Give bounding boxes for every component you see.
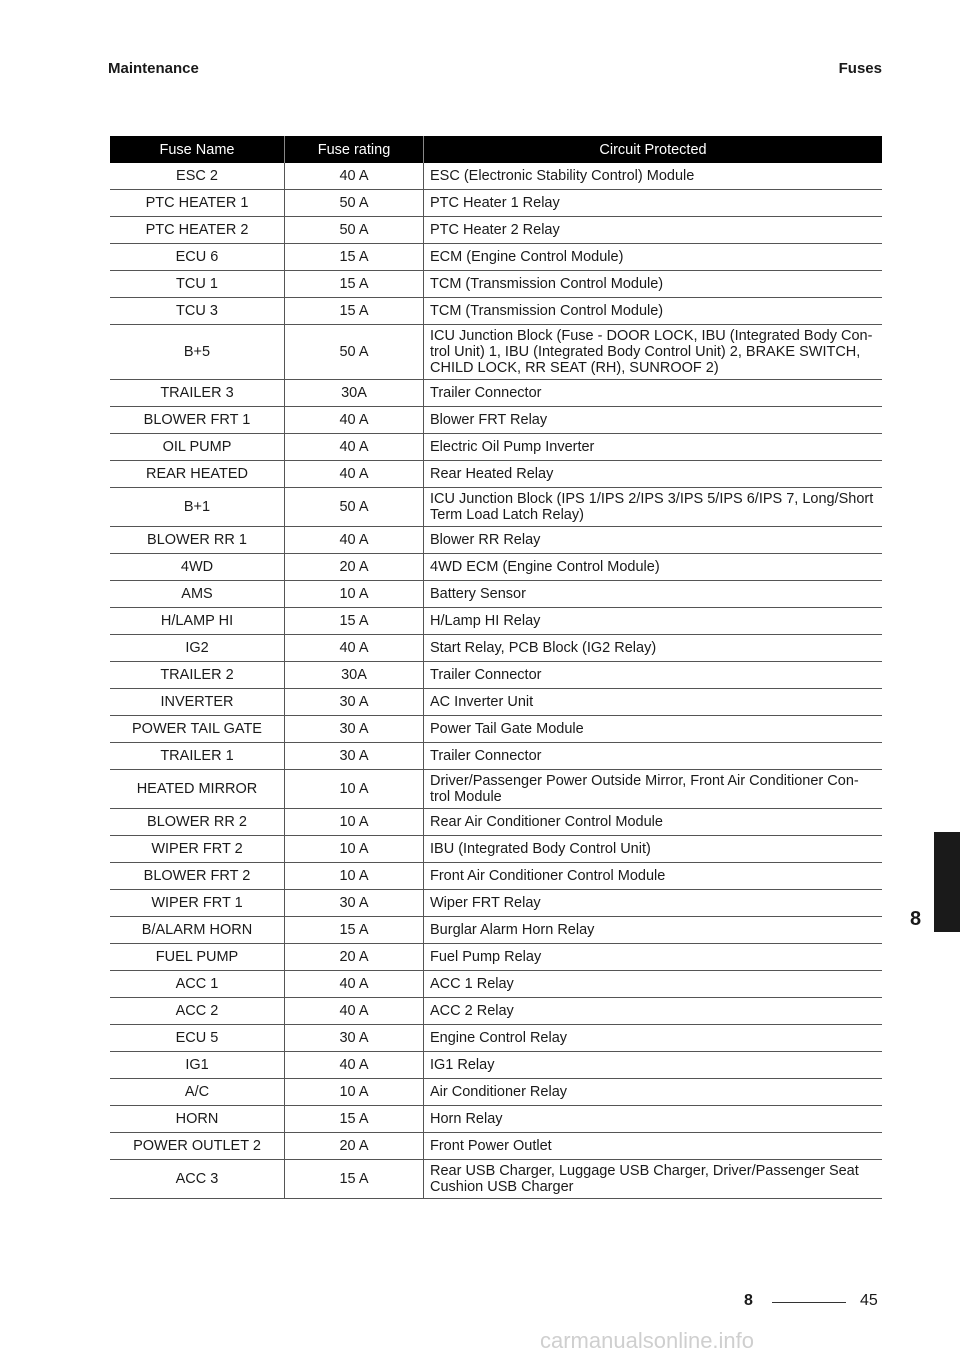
fuse-name-cell: TCU 1 [110, 271, 285, 298]
table-row [110, 1160, 882, 1199]
fuse-name-cell: ESC 2 [110, 163, 285, 190]
fuse-name-cell: AMS [110, 581, 285, 608]
footer-chapter-number: 8 [744, 1292, 753, 1309]
table-row [110, 380, 882, 407]
fuse-rating-cell: 30 A [285, 716, 424, 743]
circuit-protected-cell: Trailer Connector [424, 380, 883, 407]
fuse-name-cell: B+5 [110, 325, 285, 380]
fuse-rating-cell: 10 A [285, 1079, 424, 1106]
table-row [110, 770, 882, 809]
header-section: Maintenance [108, 60, 199, 77]
circuit-protected-cell: IG1 Relay [424, 1052, 883, 1079]
table-row [110, 217, 882, 244]
circuit-protected-cell: Front Power Outlet [424, 1133, 883, 1160]
table-row [110, 998, 882, 1025]
fuse-rating-cell: 15 A [285, 1106, 424, 1133]
circuit-protected-cell: PTC Heater 2 Relay [424, 217, 883, 244]
fuse-rating-cell: 50 A [285, 217, 424, 244]
fuse-rating-cell: 40 A [285, 527, 424, 554]
table-row [110, 163, 882, 190]
header-topic: Fuses [838, 60, 882, 77]
table-row [110, 581, 882, 608]
circuit-protected-cell: Trailer Connector [424, 662, 883, 689]
circuit-protected-cell: Engine Control Relay [424, 1025, 883, 1052]
table-row [110, 298, 882, 325]
table-row [110, 716, 882, 743]
fuse-rating-cell: 30 A [285, 743, 424, 770]
table-row [110, 488, 882, 527]
fuse-rating-cell: 15 A [285, 917, 424, 944]
fuse-rating-cell: 20 A [285, 944, 424, 971]
table-row [110, 635, 882, 662]
table-row [110, 190, 882, 217]
circuit-protected-cell: Blower FRT Relay [424, 407, 883, 434]
fuse-name-cell: HORN [110, 1106, 285, 1133]
circuit-protected-cell: Burglar Alarm Horn Relay [424, 917, 883, 944]
table-row [110, 809, 882, 836]
circuit-protected-cell: ICU Junction Block (IPS 1/IPS 2/IPS 3/IPS 5/IPS 6/IPS 7, Long/Short Term Load Latch Relay) [424, 488, 883, 527]
fuse-name-cell: ACC 1 [110, 971, 285, 998]
fuse-rating-cell: 15 A [285, 298, 424, 325]
circuit-protected-cell: Horn Relay [424, 1106, 883, 1133]
circuit-protected-cell: Air Conditioner Relay [424, 1079, 883, 1106]
fuse-name-cell: B+1 [110, 488, 285, 527]
fuse-rating-cell: 30 A [285, 890, 424, 917]
table-row [110, 944, 882, 971]
circuit-protected-cell: ACC 2 Relay [424, 998, 883, 1025]
circuit-protected-cell: Blower RR Relay [424, 527, 883, 554]
side-tab-chapter-number: 8 [910, 908, 922, 930]
fuse-rating-cell: 50 A [285, 488, 424, 527]
fuse-rating-cell: 40 A [285, 998, 424, 1025]
fuse-name-cell: TRAILER 1 [110, 743, 285, 770]
fuse-name-cell: ACC 2 [110, 998, 285, 1025]
circuit-protected-cell: Rear Heated Relay [424, 461, 883, 488]
circuit-protected-cell: ESC (Electronic Stability Control) Module [424, 163, 883, 190]
fuse-rating-cell: 20 A [285, 554, 424, 581]
circuit-protected-cell: ACC 1 Relay [424, 971, 883, 998]
fuse-name-cell: HEATED MIRROR [110, 770, 285, 809]
column-header-fuse-name: Fuse Name [110, 136, 285, 163]
fuse-rating-cell: 30A [285, 380, 424, 407]
fuse-name-cell: H/LAMP HI [110, 608, 285, 635]
fuse-name-cell: B/ALARM HORN [110, 917, 285, 944]
fuse-name-cell: IG2 [110, 635, 285, 662]
table-row [110, 743, 882, 770]
table-row [110, 1025, 882, 1052]
fuse-rating-cell: 20 A [285, 1133, 424, 1160]
circuit-protected-cell: Trailer Connector [424, 743, 883, 770]
table-row [110, 1079, 882, 1106]
fuse-rating-cell: 50 A [285, 190, 424, 217]
table-row [110, 407, 882, 434]
table-row [110, 836, 882, 863]
table-row [110, 863, 882, 890]
fuse-name-cell: WIPER FRT 2 [110, 836, 285, 863]
fuse-rating-cell: 40 A [285, 434, 424, 461]
circuit-protected-cell: TCM (Transmission Control Module) [424, 271, 883, 298]
fuse-name-cell: ECU 5 [110, 1025, 285, 1052]
table-row [110, 244, 882, 271]
column-header-fuse-rating: Fuse rating [285, 136, 424, 163]
circuit-protected-cell: Rear USB Charger, Luggage USB Charger, Driver/Passenger Seat Cushion USB Charger [424, 1160, 883, 1199]
table-row [110, 1106, 882, 1133]
circuit-protected-cell: Power Tail Gate Module [424, 716, 883, 743]
table-row [110, 434, 882, 461]
footer-page-number: 45 [860, 1292, 878, 1309]
fuse-rating-cell: 40 A [285, 461, 424, 488]
fuse-name-cell: 4WD [110, 554, 285, 581]
fuse-name-cell: TRAILER 3 [110, 380, 285, 407]
fuse-rating-cell: 15 A [285, 271, 424, 298]
fuse-name-cell: PTC HEATER 2 [110, 217, 285, 244]
circuit-protected-cell: 4WD ECM (Engine Control Module) [424, 554, 883, 581]
circuit-protected-cell: Front Air Conditioner Control Module [424, 863, 883, 890]
watermark: carmanualsonline.info [540, 1328, 755, 1353]
fuse-name-cell: INVERTER [110, 689, 285, 716]
table-row [110, 971, 882, 998]
fuse-rating-cell: 30 A [285, 689, 424, 716]
fuse-rating-cell: 10 A [285, 863, 424, 890]
fuse-rating-cell: 15 A [285, 1160, 424, 1199]
fuse-name-cell: OIL PUMP [110, 434, 285, 461]
fuse-name-cell: BLOWER FRT 1 [110, 407, 285, 434]
circuit-protected-cell: H/Lamp HI Relay [424, 608, 883, 635]
fuse-rating-cell: 40 A [285, 635, 424, 662]
table-row [110, 1052, 882, 1079]
fuse-rating-cell: 30 A [285, 1025, 424, 1052]
table-row [110, 662, 882, 689]
chapter-side-tab [934, 832, 960, 932]
table-row [110, 527, 882, 554]
fuse-rating-cell: 30A [285, 662, 424, 689]
circuit-protected-cell: Electric Oil Pump Inverter [424, 434, 883, 461]
table-row [110, 325, 882, 380]
fuse-name-cell: TCU 3 [110, 298, 285, 325]
table-header-row [110, 136, 882, 163]
fuse-rating-cell: 50 A [285, 325, 424, 380]
fuse-rating-cell: 40 A [285, 1052, 424, 1079]
fuse-rating-cell: 10 A [285, 770, 424, 809]
fuse-name-cell: BLOWER RR 2 [110, 809, 285, 836]
table-row [110, 554, 882, 581]
table-row [110, 608, 882, 635]
fuse-table [110, 136, 882, 1199]
circuit-protected-cell: IBU (Integrated Body Control Unit) [424, 836, 883, 863]
circuit-protected-cell: ICU Junction Block (Fuse - DOOR LOCK, IBU (Integrated Body Con-trol Unit) 1, IBU (Integrated Body Control Unit) 2, BRAKE SWITCH, CHILD LOCK, RR SEAT (RH), SUNROOF 2) [424, 325, 883, 380]
fuse-table-body [110, 163, 882, 1199]
table-row [110, 271, 882, 298]
fuse-name-cell: POWER TAIL GATE [110, 716, 285, 743]
circuit-protected-cell: AC Inverter Unit [424, 689, 883, 716]
fuse-name-cell: BLOWER FRT 2 [110, 863, 285, 890]
fuse-name-cell: POWER OUTLET 2 [110, 1133, 285, 1160]
fuse-rating-cell: 10 A [285, 836, 424, 863]
circuit-protected-cell: TCM (Transmission Control Module) [424, 298, 883, 325]
fuse-name-cell: FUEL PUMP [110, 944, 285, 971]
fuse-name-cell: IG1 [110, 1052, 285, 1079]
fuse-name-cell: ACC 3 [110, 1160, 285, 1199]
table-row [110, 1133, 882, 1160]
circuit-protected-cell: Start Relay, PCB Block (IG2 Relay) [424, 635, 883, 662]
fuse-name-cell: REAR HEATED [110, 461, 285, 488]
fuse-rating-cell: 40 A [285, 407, 424, 434]
circuit-protected-cell: Driver/Passenger Power Outside Mirror, Front Air Conditioner Con-trol Module [424, 770, 883, 809]
table-row [110, 917, 882, 944]
fuse-rating-cell: 10 A [285, 809, 424, 836]
fuse-name-cell: PTC HEATER 1 [110, 190, 285, 217]
table-row [110, 689, 882, 716]
fuse-name-cell: TRAILER 2 [110, 662, 285, 689]
fuse-name-cell: WIPER FRT 1 [110, 890, 285, 917]
fuse-rating-cell: 10 A [285, 581, 424, 608]
circuit-protected-cell: Fuel Pump Relay [424, 944, 883, 971]
fuse-rating-cell: 40 A [285, 163, 424, 190]
circuit-protected-cell: PTC Heater 1 Relay [424, 190, 883, 217]
circuit-protected-cell: Rear Air Conditioner Control Module [424, 809, 883, 836]
table-row [110, 890, 882, 917]
footer-divider [772, 1302, 846, 1303]
fuse-name-cell: A/C [110, 1079, 285, 1106]
fuse-name-cell: BLOWER RR 1 [110, 527, 285, 554]
fuse-rating-cell: 40 A [285, 971, 424, 998]
fuse-rating-cell: 15 A [285, 244, 424, 271]
circuit-protected-cell: Battery Sensor [424, 581, 883, 608]
fuse-name-cell: ECU 6 [110, 244, 285, 271]
circuit-protected-cell: ECM (Engine Control Module) [424, 244, 883, 271]
table-row [110, 461, 882, 488]
fuse-rating-cell: 15 A [285, 608, 424, 635]
column-header-circuit-protected: Circuit Protected [424, 136, 883, 163]
circuit-protected-cell: Wiper FRT Relay [424, 890, 883, 917]
